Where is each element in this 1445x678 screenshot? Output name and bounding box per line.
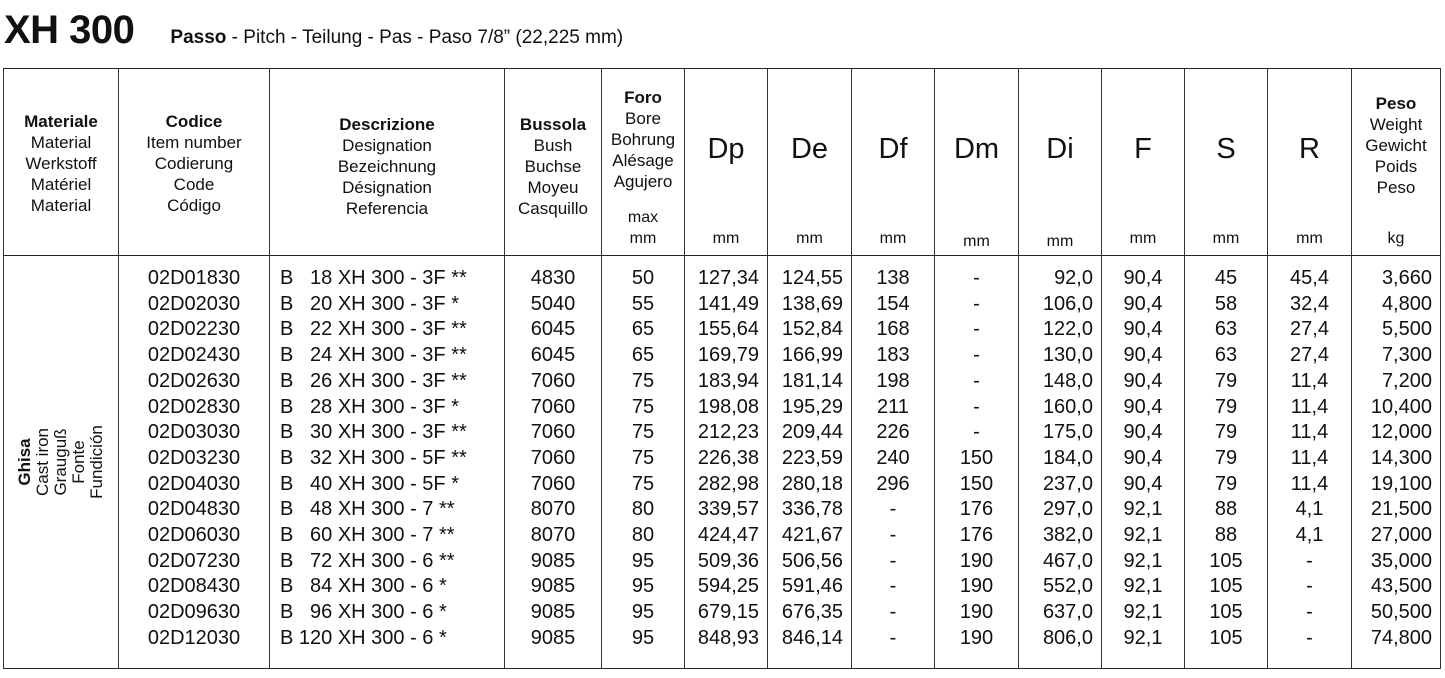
cell-dm: - [935, 420, 1019, 446]
cell-bore: 95 [602, 626, 685, 668]
cell-bush: 7060 [505, 420, 602, 446]
table-row [4, 420, 1441, 446]
cell-r: 11,4 [1268, 369, 1352, 395]
cell-weight: 3,660 [1352, 256, 1441, 292]
table-row [4, 549, 1441, 575]
cell-r: - [1268, 574, 1352, 600]
cell-de: 280,18 [768, 472, 852, 498]
cell-bush: 7060 [505, 446, 602, 472]
cell-df: - [852, 523, 935, 549]
cell-s: 79 [1185, 472, 1268, 498]
cell-de: 336,78 [768, 497, 852, 523]
cell-bore: 95 [602, 600, 685, 626]
cell-dm: 176 [935, 523, 1019, 549]
cell-di: 106,0 [1019, 292, 1102, 318]
cell-description: B 96 XH 300 - 6 * [270, 600, 505, 626]
cell-s: 105 [1185, 600, 1268, 626]
cell-f: 92,1 [1102, 626, 1185, 668]
cell-de: 166,99 [768, 343, 852, 369]
cell-di: 382,0 [1019, 523, 1102, 549]
cell-dm: 190 [935, 626, 1019, 668]
cell-dm: 190 [935, 549, 1019, 575]
cell-description: B 30 XH 300 - 3F ** [270, 420, 505, 446]
cell-df: 226 [852, 420, 935, 446]
cell-dp: 198,08 [685, 395, 768, 421]
cell-df: 154 [852, 292, 935, 318]
cell-di: 122,0 [1019, 317, 1102, 343]
cell-code: 02D03230 [119, 446, 270, 472]
cell-description: B 84 XH 300 - 6 * [270, 574, 505, 600]
cell-dp: 282,98 [685, 472, 768, 498]
cell-de: 846,14 [768, 626, 852, 668]
cell-s: 88 [1185, 497, 1268, 523]
cell-bush: 5040 [505, 292, 602, 318]
cell-f: 92,1 [1102, 600, 1185, 626]
cell-dp: 226,38 [685, 446, 768, 472]
cell-dm: - [935, 395, 1019, 421]
header-material: Materiale Material Werkstoff Matériel Material [4, 69, 119, 256]
material-label: Ghisa Cast iron Grauguß Fonte Fundición [15, 424, 106, 499]
header-code: Codice Item number Codierung Code Código [119, 69, 270, 256]
cell-r: 11,4 [1268, 472, 1352, 498]
cell-bush: 9085 [505, 549, 602, 575]
cell-weight: 27,000 [1352, 523, 1441, 549]
header-bore: Foro Bore Bohrung Alésage Agujero max mm [602, 69, 685, 256]
cell-dm: 190 [935, 574, 1019, 600]
cell-dm: - [935, 369, 1019, 395]
cell-s: 79 [1185, 446, 1268, 472]
pitch-subtitle [170, 27, 623, 49]
cell-weight: 10,400 [1352, 395, 1441, 421]
cell-r: 27,4 [1268, 343, 1352, 369]
cell-dp: 679,15 [685, 600, 768, 626]
cell-bore: 75 [602, 420, 685, 446]
cell-df: - [852, 574, 935, 600]
cell-description: B 60 XH 300 - 7 ** [270, 523, 505, 549]
cell-dp: 848,93 [685, 626, 768, 668]
header-di: Di mm [1019, 69, 1102, 256]
cell-df: 138 [852, 256, 935, 292]
cell-description: B 26 XH 300 - 3F ** [270, 369, 505, 395]
cell-code: 02D08430 [119, 574, 270, 600]
cell-code: 02D06030 [119, 523, 270, 549]
table-row [4, 523, 1441, 549]
header-description: Descrizione Designation Bezeichnung Désignation Referencia [270, 69, 505, 256]
cell-bush: 6045 [505, 343, 602, 369]
cell-de: 209,44 [768, 420, 852, 446]
cell-df: 183 [852, 343, 935, 369]
cell-s: 63 [1185, 317, 1268, 343]
cell-code: 02D07230 [119, 549, 270, 575]
cell-df: - [852, 626, 935, 668]
cell-bore: 75 [602, 446, 685, 472]
cell-dm: - [935, 256, 1019, 292]
cell-bush: 7060 [505, 395, 602, 421]
table-row [4, 600, 1441, 626]
cell-bore: 95 [602, 574, 685, 600]
cell-bush: 9085 [505, 574, 602, 600]
cell-dp: 339,57 [685, 497, 768, 523]
cell-di: 148,0 [1019, 369, 1102, 395]
material-cell [4, 256, 119, 669]
cell-code: 02D02030 [119, 292, 270, 318]
cell-description: B 28 XH 300 - 3F * [270, 395, 505, 421]
cell-f: 92,1 [1102, 574, 1185, 600]
cell-f: 90,4 [1102, 420, 1185, 446]
cell-df: 198 [852, 369, 935, 395]
cell-dm: - [935, 317, 1019, 343]
cell-di: 552,0 [1019, 574, 1102, 600]
cell-de: 591,46 [768, 574, 852, 600]
cell-dp: 509,36 [685, 549, 768, 575]
cell-bore: 80 [602, 497, 685, 523]
cell-de: 676,35 [768, 600, 852, 626]
header-de: De mm [768, 69, 852, 256]
cell-bush: 7060 [505, 472, 602, 498]
page-header [4, 8, 623, 60]
cell-code: 02D02430 [119, 343, 270, 369]
cell-de: 124,55 [768, 256, 852, 292]
cell-df: 296 [852, 472, 935, 498]
cell-s: 79 [1185, 420, 1268, 446]
cell-dp: 212,23 [685, 420, 768, 446]
cell-s: 79 [1185, 369, 1268, 395]
cell-di: 184,0 [1019, 446, 1102, 472]
cell-df: - [852, 549, 935, 575]
cell-s: 105 [1185, 574, 1268, 600]
cell-description: B 18 XH 300 - 3F ** [270, 256, 505, 292]
cell-r: 45,4 [1268, 256, 1352, 292]
cell-code: 02D02630 [119, 369, 270, 395]
cell-code: 02D04830 [119, 497, 270, 523]
cell-code: 02D03030 [119, 420, 270, 446]
header-df: Df mm [852, 69, 935, 256]
cell-s: 79 [1185, 395, 1268, 421]
cell-r: 11,4 [1268, 395, 1352, 421]
header-row [4, 69, 1441, 256]
table-row [4, 369, 1441, 395]
cell-description: B 40 XH 300 - 5F * [270, 472, 505, 498]
cell-df: - [852, 600, 935, 626]
cell-di: 237,0 [1019, 472, 1102, 498]
cell-df: 211 [852, 395, 935, 421]
cell-weight: 50,500 [1352, 600, 1441, 626]
cell-weight: 35,000 [1352, 549, 1441, 575]
cell-de: 223,59 [768, 446, 852, 472]
cell-weight: 4,800 [1352, 292, 1441, 318]
table-row [4, 256, 1441, 292]
cell-weight: 43,500 [1352, 574, 1441, 600]
cell-dm: 150 [935, 446, 1019, 472]
cell-f: 90,4 [1102, 317, 1185, 343]
table-row [4, 574, 1441, 600]
cell-bore: 80 [602, 523, 685, 549]
cell-r: 27,4 [1268, 317, 1352, 343]
cell-description: B 22 XH 300 - 3F ** [270, 317, 505, 343]
cell-code: 02D01830 [119, 256, 270, 292]
cell-f: 90,4 [1102, 256, 1185, 292]
cell-bore: 75 [602, 395, 685, 421]
cell-df: 168 [852, 317, 935, 343]
cell-f: 90,4 [1102, 343, 1185, 369]
cell-weight: 12,000 [1352, 420, 1441, 446]
table-row [4, 446, 1441, 472]
cell-di: 160,0 [1019, 395, 1102, 421]
cell-description: B 20 XH 300 - 3F * [270, 292, 505, 318]
cell-di: 175,0 [1019, 420, 1102, 446]
cell-dp: 183,94 [685, 369, 768, 395]
cell-code: 02D02230 [119, 317, 270, 343]
cell-weight: 21,500 [1352, 497, 1441, 523]
cell-bore: 65 [602, 317, 685, 343]
cell-dp: 127,34 [685, 256, 768, 292]
cell-de: 506,56 [768, 549, 852, 575]
table-row [4, 343, 1441, 369]
cell-s: 105 [1185, 626, 1268, 668]
cell-bush: 6045 [505, 317, 602, 343]
cell-s: 45 [1185, 256, 1268, 292]
cell-de: 138,69 [768, 292, 852, 318]
cell-di: 467,0 [1019, 549, 1102, 575]
header-dp: Dp mm [685, 69, 768, 256]
cell-dm: - [935, 292, 1019, 318]
table-row [4, 292, 1441, 318]
cell-dm: 150 [935, 472, 1019, 498]
table-row [4, 497, 1441, 523]
cell-dp: 155,64 [685, 317, 768, 343]
cell-f: 92,1 [1102, 549, 1185, 575]
cell-di: 637,0 [1019, 600, 1102, 626]
cell-dp: 424,47 [685, 523, 768, 549]
cell-r: - [1268, 549, 1352, 575]
cell-dm: 176 [935, 497, 1019, 523]
cell-bush: 9085 [505, 600, 602, 626]
cell-bore: 50 [602, 256, 685, 292]
header-r: R mm [1268, 69, 1352, 256]
cell-df: - [852, 497, 935, 523]
cell-description: B 48 XH 300 - 7 ** [270, 497, 505, 523]
table-row [4, 395, 1441, 421]
cell-weight: 19,100 [1352, 472, 1441, 498]
cell-description: B 32 XH 300 - 5F ** [270, 446, 505, 472]
cell-de: 181,14 [768, 369, 852, 395]
cell-description: B 72 XH 300 - 6 ** [270, 549, 505, 575]
pitch-description: - Pitch - Teilung - Pas - Paso 7/8” (22,225 mm) [226, 27, 624, 48]
cell-description: B 24 XH 300 - 3F ** [270, 343, 505, 369]
table-row [4, 472, 1441, 498]
cell-di: 92,0 [1019, 256, 1102, 292]
cell-bore: 75 [602, 472, 685, 498]
cell-bore: 95 [602, 549, 685, 575]
cell-weight: 5,500 [1352, 317, 1441, 343]
cell-bore: 55 [602, 292, 685, 318]
cell-dm: 190 [935, 600, 1019, 626]
cell-weight: 14,300 [1352, 446, 1441, 472]
cell-r: 32,4 [1268, 292, 1352, 318]
cell-f: 90,4 [1102, 395, 1185, 421]
cell-di: 806,0 [1019, 626, 1102, 668]
cell-f: 92,1 [1102, 497, 1185, 523]
header-bush: Bussola Bush Buchse Moyeu Casquillo [505, 69, 602, 256]
cell-dp: 594,25 [685, 574, 768, 600]
cell-di: 130,0 [1019, 343, 1102, 369]
cell-s: 88 [1185, 523, 1268, 549]
pitch-label: Passo [170, 27, 227, 48]
cell-f: 90,4 [1102, 446, 1185, 472]
cell-de: 195,29 [768, 395, 852, 421]
cell-bush: 8070 [505, 523, 602, 549]
cell-weight: 7,200 [1352, 369, 1441, 395]
header-weight: Peso Weight Gewicht Poids Peso kg [1352, 69, 1441, 256]
cell-s: 58 [1185, 292, 1268, 318]
header-dm: Dm mm [935, 69, 1019, 256]
page-title: XH 300 [4, 8, 135, 52]
cell-code: 02D09630 [119, 600, 270, 626]
cell-bush: 9085 [505, 626, 602, 668]
header-f: F mm [1102, 69, 1185, 256]
cell-bore: 65 [602, 343, 685, 369]
cell-df: 240 [852, 446, 935, 472]
cell-r: - [1268, 626, 1352, 668]
table-row [4, 626, 1441, 668]
cell-bush: 4830 [505, 256, 602, 292]
cell-de: 152,84 [768, 317, 852, 343]
sprocket-table [3, 68, 1441, 669]
cell-weight: 7,300 [1352, 343, 1441, 369]
cell-s: 105 [1185, 549, 1268, 575]
cell-code: 02D04030 [119, 472, 270, 498]
table-body [4, 256, 1441, 669]
cell-de: 421,67 [768, 523, 852, 549]
cell-r: 4,1 [1268, 523, 1352, 549]
cell-s: 63 [1185, 343, 1268, 369]
cell-r: 11,4 [1268, 446, 1352, 472]
cell-description: B 120 XH 300 - 6 * [270, 626, 505, 668]
cell-weight: 74,800 [1352, 626, 1441, 668]
cell-r: - [1268, 600, 1352, 626]
cell-dp: 141,49 [685, 292, 768, 318]
cell-f: 90,4 [1102, 472, 1185, 498]
cell-code: 02D02830 [119, 395, 270, 421]
cell-f: 90,4 [1102, 369, 1185, 395]
table-row [4, 317, 1441, 343]
cell-f: 90,4 [1102, 292, 1185, 318]
cell-code: 02D12030 [119, 626, 270, 668]
header-s: S mm [1185, 69, 1268, 256]
cell-di: 297,0 [1019, 497, 1102, 523]
cell-f: 92,1 [1102, 523, 1185, 549]
cell-dp: 169,79 [685, 343, 768, 369]
cell-bush: 8070 [505, 497, 602, 523]
cell-bore: 75 [602, 369, 685, 395]
cell-r: 4,1 [1268, 497, 1352, 523]
cell-r: 11,4 [1268, 420, 1352, 446]
cell-bush: 7060 [505, 369, 602, 395]
cell-dm: - [935, 343, 1019, 369]
